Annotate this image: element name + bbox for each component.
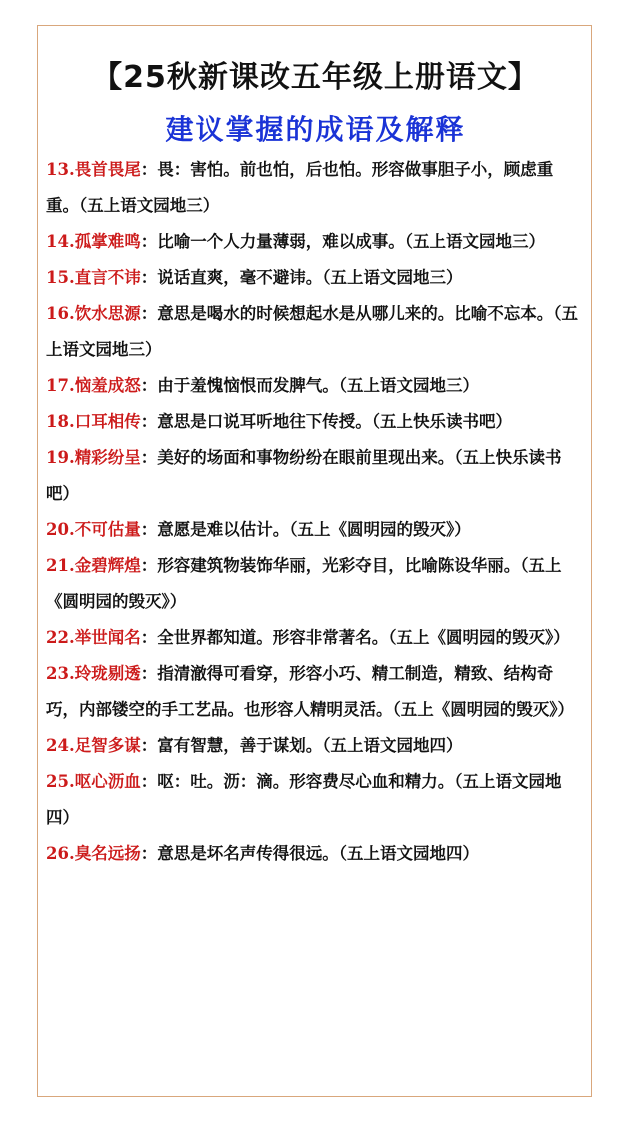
idiom-term: 25.呕心沥血 <box>46 772 141 791</box>
idiom-entry <box>46 764 586 836</box>
idiom-entry <box>46 728 586 764</box>
idiom-term: 18.口耳相传 <box>46 412 141 431</box>
idiom-definition: ：意思是坏名声传得很远。（五上语文园地四） <box>140 844 479 863</box>
idiom-term: 20.不可估量 <box>46 520 141 539</box>
idiom-definition: ：指清澈得可看穿，形容小巧、精工制造，精致、结构奇巧，内部镂空的手工艺品。也形容人精明灵活。（五上《圆明园的毁灭》） <box>46 664 574 719</box>
idiom-definition: ：美好的场面和事物纷纷在眼前里现出来。（五上快乐读书吧） <box>46 448 562 503</box>
idiom-definition: ：呕：吐。沥：滴。形容费尽心血和精力。（五上语文园地四） <box>46 772 562 827</box>
idiom-entry <box>46 152 586 224</box>
idiom-definition: ：说话直爽，毫不避讳。（五上语文园地三） <box>140 268 463 287</box>
idiom-term: 23.玲珑剔透 <box>46 664 141 683</box>
idiom-entry <box>46 404 586 440</box>
idiom-entry <box>46 512 586 548</box>
idiom-list <box>46 152 586 872</box>
idiom-term: 21.金碧辉煌 <box>46 556 141 575</box>
idiom-entry <box>46 548 586 620</box>
page-title: 【25秋新课改五年级上册语文】 <box>92 60 539 95</box>
idiom-entry <box>46 656 586 728</box>
idiom-definition: ：形容建筑物装饰华丽，光彩夺目，比喻陈设华丽。（五上《圆明园的毁灭》） <box>46 556 562 611</box>
idiom-definition: ：畏：害怕。前也怕，后也怕。形容做事胆子小，顾虑重重。（五上语文园地三） <box>46 160 554 215</box>
idiom-definition: ：意愿是难以估计。（五上《圆明园的毁灭》） <box>140 520 471 539</box>
idiom-entry <box>46 368 586 404</box>
idiom-definition: ：由于羞愧恼恨而发脾气。（五上语文园地三） <box>140 376 479 395</box>
idiom-entry <box>46 260 586 296</box>
idiom-term: 13.畏首畏尾 <box>46 160 141 179</box>
idiom-entry <box>46 836 586 872</box>
idiom-term: 16.饮水思源 <box>46 304 141 323</box>
idiom-definition: ：比喻一个人力量薄弱，难以成事。（五上语文园地三） <box>140 232 545 251</box>
idiom-definition: ：意思是口说耳听地往下传授。（五上快乐读书吧） <box>140 412 512 431</box>
idiom-entry <box>46 224 586 260</box>
idiom-term: 26.臭名远扬 <box>46 844 141 863</box>
idiom-term: 17.恼羞成怒 <box>46 376 141 395</box>
idiom-definition: ：意思是喝水的时候想起水是从哪儿来的。比喻不忘本。（五上语文园地三） <box>46 304 578 359</box>
idiom-definition: ：全世界都知道。形容非常著名。（五上《圆明园的毁灭》） <box>140 628 570 647</box>
idiom-term: 19.精彩纷呈 <box>46 448 141 467</box>
idiom-term: 24.足智多谋 <box>46 736 141 755</box>
page-subtitle: 建议掌握的成语及解释 <box>165 113 466 146</box>
idiom-term: 22.举世闻名 <box>46 628 141 647</box>
idiom-entry <box>46 620 586 656</box>
idiom-definition: ：富有智慧，善于谋划。（五上语文园地四） <box>140 736 463 755</box>
idiom-entry <box>46 296 586 368</box>
idiom-term: 14.孤掌难鸣 <box>46 232 141 251</box>
idiom-term: 15.直言不讳 <box>46 268 141 287</box>
idiom-entry <box>46 440 586 512</box>
